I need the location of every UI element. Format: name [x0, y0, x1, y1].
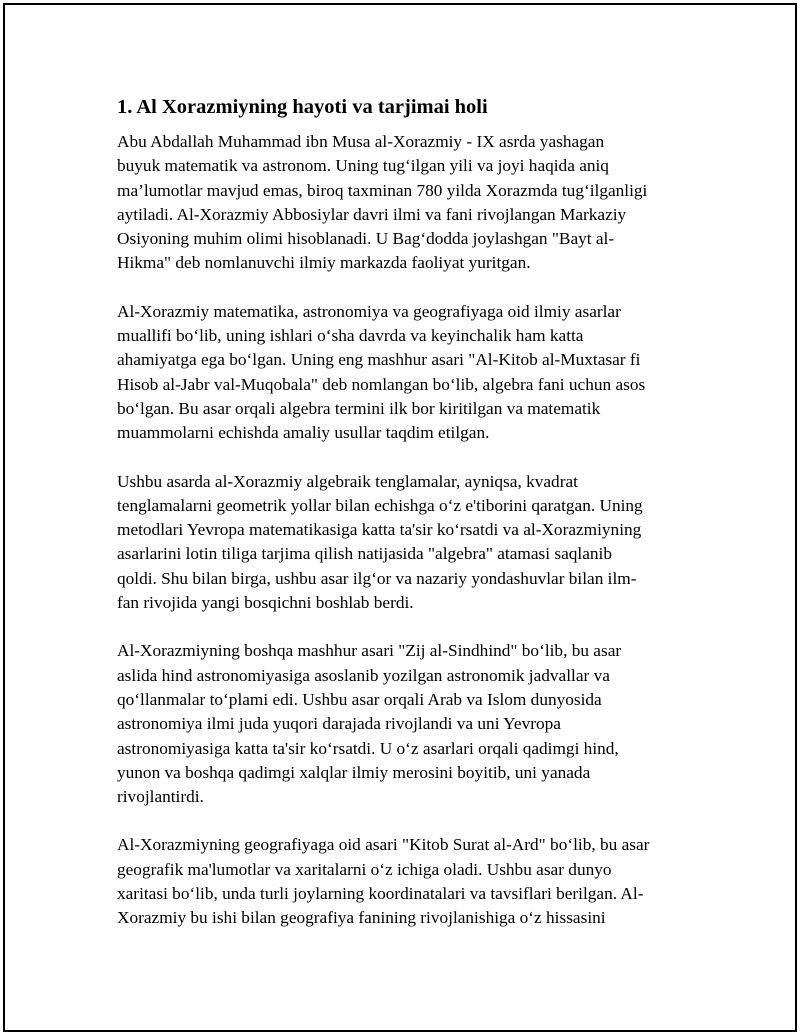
text-line: qo‘llanmalar to‘plami edi. Ushbu asar orqali Arab va Islom dunyosida — [117, 689, 602, 709]
text-line: Al-Xorazmiyning geografiyaga oid asari "Kitob Surat al-Ard" bo‘lib, bu asar — [117, 835, 650, 855]
text-line: ahamiyatga ega bo‘lgan. Uning eng mashhur asari "Al-Kitob al-Muxtasar fi — [117, 350, 641, 370]
text-line: yunon va boshqa qadimgi xalqlar ilmiy merosini boyitib, uni yanada — [117, 762, 591, 782]
text-line: Ushbu asarda al-Xorazmiy algebraik tenglamalar, ayniqsa, kvadrat — [117, 471, 578, 491]
text-line: xaritasi bo‘lib, unda turli joylarning koordinatalari va tavsiflari berilgan. Al- — [117, 884, 644, 904]
paragraph-astronomy — [117, 639, 677, 809]
text-line: qoldi. Shu bilan birga, ushbu asar ilg‘or va nazariy yondashuvlar bilan ilm- — [117, 568, 637, 588]
document-body — [117, 94, 677, 955]
text-line: bo‘lgan. Bu asar orqali algebra termini ilk bor kiritilgan va matematik — [117, 398, 601, 418]
text-line: Xorazmiy bu ishi bilan geografiya fanining rivojlanishiga o‘z hissasini — [117, 908, 606, 928]
text-line: Al-Xorazmiy matematika, astronomiya va geografiyaga oid ilmiy asarlar — [117, 301, 621, 321]
text-line: muallifi bo‘lib, uning ishlari o‘sha davrda va keyinchalik ham katta — [117, 326, 584, 346]
paragraph-geography — [117, 833, 677, 930]
text-line: tenglamalarni geometrik yollar bilan echishga o‘z e'tiborini qaratgan. Uning — [117, 495, 643, 515]
paragraph-equations — [117, 470, 677, 616]
text-line: geografik ma'lumotlar va xaritalarni o‘z ichiga oladi. Ushbu asar dunyo — [117, 859, 612, 879]
text-line: Osiyoning muhim olimi hisoblanadi. U Bag‘dodda joylashgan "Bayt al- — [117, 229, 615, 249]
text-line: astronomiya ilmi juda yuqori darajada rivojlandi va uni Yevropa — [117, 714, 561, 734]
text-line: ma’lumotlar mavjud emas, biroq taxminan 780 yilda Xorazmda tug‘ilganligi — [117, 180, 648, 200]
text-line: buyuk matematik va astronom. Uning tug‘ilgan yili va joyi haqida aniq — [117, 156, 609, 176]
paragraph-algebra-book — [117, 300, 677, 446]
text-line: aslida hind astronomiyasiga asoslanib yozilgan astronomik jadvallar va — [117, 665, 610, 685]
text-line: astronomiyasiga katta ta'sir ko‘rsatdi. U o‘z asarlari orqali qadimgi hind, — [117, 738, 619, 758]
text-line: Al-Xorazmiyning boshqa mashhur asari "Zij al-Sindhind" bo‘lib, bu asar — [117, 641, 622, 661]
text-line: Hikma" deb nomlanuvchi ilmiy markazda faoliyat yuritgan. — [117, 253, 531, 273]
text-line: asarlarini lotin tiliga tarjima qilish natijasida "algebra" atamasi saqlanib — [117, 544, 612, 564]
text-line: metodlari Yevropa matematikasiga katta ta'sir ko‘rsatdi va al-Xorazmiyning — [117, 520, 642, 540]
text-line: Abu Abdallah Muhammad ibn Musa al-Xorazmiy - IX asrda yashagan — [117, 132, 605, 151]
text-line: Hisob al-Jabr val-Muqobala" deb nomlangan bo‘lib, algebra fani uchun asos — [117, 374, 646, 394]
text-line: muammolarni echishda amaliy usullar taqdim etilgan. — [117, 423, 490, 443]
section-heading: 1. Al Xorazmiyning hayoti va tarjimai holi — [117, 96, 488, 118]
text-line: aytiladi. Al-Xorazmiy Abbosiylar davri ilmi va fani rivojlangan Markaziy — [117, 204, 627, 224]
text-line: rivojlantirdi. — [117, 787, 204, 807]
text-line: fan rivojida yangi bosqichni boshlab berdi. — [117, 593, 414, 613]
paragraph-biography — [117, 130, 677, 276]
